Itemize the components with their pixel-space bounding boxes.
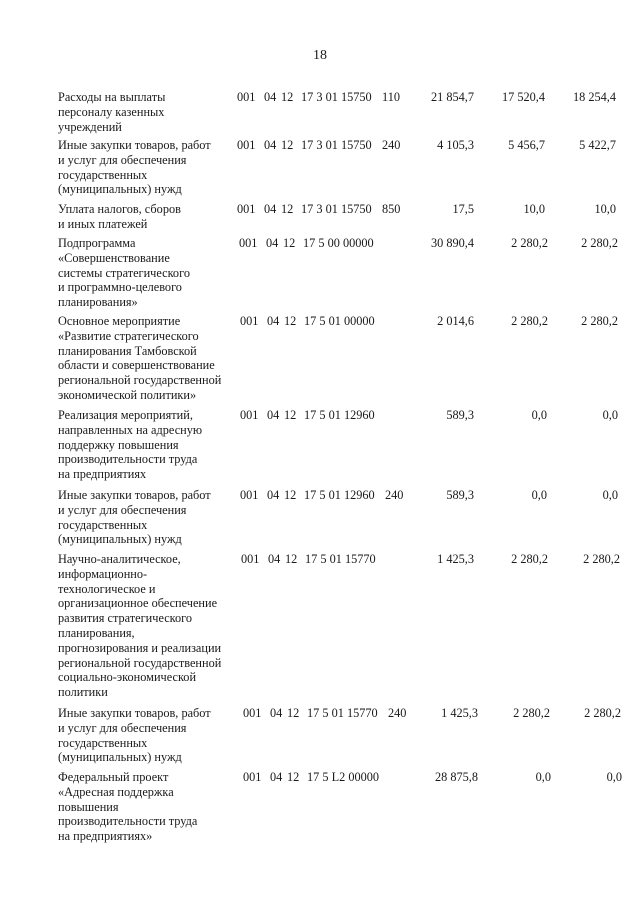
amount-year-2: 0,0 [531,488,547,502]
subsection-code: 12 [285,552,298,566]
subsection-code: 12 [287,706,300,720]
section-code: 04 [267,314,280,328]
subsection-code: 12 [284,408,297,422]
amount-year-1: 30 890,4 [430,236,474,250]
section-code: 04 [264,138,277,152]
amount-year-1: 589,3 [446,408,474,422]
amount-year-3: 2 280,2 [581,314,618,328]
amount-year-1: 21 854,7 [430,90,474,104]
admin-code: 001 [240,314,259,328]
amount-year-3: 10,0 [594,202,616,216]
expense-code: 110 [382,90,400,104]
row-name: Иные закупки товаров, работ и услуг для обеспечения государственных (муниципальных) нужд [58,138,211,197]
amount-year-3: 18 254,4 [572,90,616,104]
expense-code: 240 [388,706,407,720]
admin-code: 001 [239,236,258,250]
amount-year-3: 2 280,2 [583,552,620,566]
row-name: Расходы на выплаты персоналу казенных учреждений [58,90,166,134]
target-code: 17 3 01 15750 [301,90,372,104]
amount-year-1: 17,5 [452,202,474,216]
amount-year-2: 5 456,7 [508,138,545,152]
row-name: Федеральный проект «Адресная поддержка повышения производительности труда на предприятиях» [58,770,198,844]
amount-year-3: 0,0 [602,408,618,422]
admin-code: 001 [243,706,262,720]
target-code: 17 5 L2 00000 [307,770,380,784]
section-code: 04 [264,202,277,216]
row-name: Подпрограмма «Совершенствование системы стратегического и программно-целевого планирования» [58,236,190,310]
amount-year-1: 589,3 [446,488,474,502]
expense-code: 850 [382,202,401,216]
admin-code: 001 [237,90,256,104]
target-code: 17 5 00 00000 [303,236,374,250]
admin-code: 001 [241,552,260,566]
subsection-code: 12 [281,90,294,104]
section-code: 04 [267,488,280,502]
section-code: 04 [267,408,280,422]
target-code: 17 3 01 15750 [301,202,372,216]
amount-year-3: 0,0 [606,770,622,784]
admin-code: 001 [240,408,259,422]
page-number: 18 [313,48,327,63]
amount-year-3: 5 422,7 [579,138,616,152]
section-code: 04 [270,770,283,784]
section-code: 04 [264,90,277,104]
subsection-code: 12 [284,314,297,328]
row-name: Научно-аналитическое, информационно- технологическое и организационное обеспечение развития стратегического планирования, прогнозирования и реализации региональной государственной социально-экономической политики [58,552,222,700]
admin-code: 001 [240,488,259,502]
row-name: Иные закупки товаров, работ и услуг для обеспечения государственных (муниципальных) нужд [58,488,211,547]
target-code: 17 5 01 00000 [304,314,375,328]
amount-year-1: 4 105,3 [437,138,474,152]
subsection-code: 12 [281,202,294,216]
subsection-code: 12 [284,488,297,502]
target-code: 17 3 01 15750 [301,138,372,152]
amount-year-1: 28 875,8 [434,770,478,784]
amount-year-1: 1 425,3 [437,552,474,566]
target-code: 17 5 01 12960 [304,488,375,502]
amount-year-3: 0,0 [602,488,618,502]
target-code: 17 5 01 15770 [307,706,378,720]
amount-year-2: 0,0 [535,770,551,784]
target-code: 17 5 01 12960 [304,408,375,422]
section-code: 04 [270,706,283,720]
amount-year-3: 2 280,2 [584,706,621,720]
admin-code: 001 [243,770,262,784]
subsection-code: 12 [283,236,296,250]
amount-year-2: 2 280,2 [511,314,548,328]
admin-code: 001 [237,202,256,216]
amount-year-1: 1 425,3 [441,706,478,720]
target-code: 17 5 01 15770 [305,552,376,566]
row-name: Иные закупки товаров, работ и услуг для обеспечения государственных (муниципальных) нужд [58,706,211,765]
amount-year-3: 2 280,2 [581,236,618,250]
amount-year-2: 0,0 [531,408,547,422]
subsection-code: 12 [287,770,300,784]
subsection-code: 12 [281,138,294,152]
amount-year-2: 2 280,2 [511,236,548,250]
expense-code: 240 [382,138,401,152]
row-name: Уплата налогов, сборов и иных платежей [58,202,181,231]
admin-code: 001 [237,138,256,152]
section-code: 04 [266,236,279,250]
amount-year-2: 10,0 [523,202,545,216]
row-name: Реализация мероприятий, направленных на адресную поддержку повышения производительности труда на предприятиях [58,408,203,482]
row-name: Основное мероприятие «Развитие стратегического планирования Тамбовской области и совершенствование региональной государственной экономической политики» [58,314,222,402]
amount-year-2: 17 520,4 [501,90,545,104]
amount-year-2: 2 280,2 [513,706,550,720]
amount-year-2: 2 280,2 [511,552,548,566]
section-code: 04 [268,552,281,566]
expense-code: 240 [385,488,404,502]
amount-year-1: 2 014,6 [437,314,474,328]
